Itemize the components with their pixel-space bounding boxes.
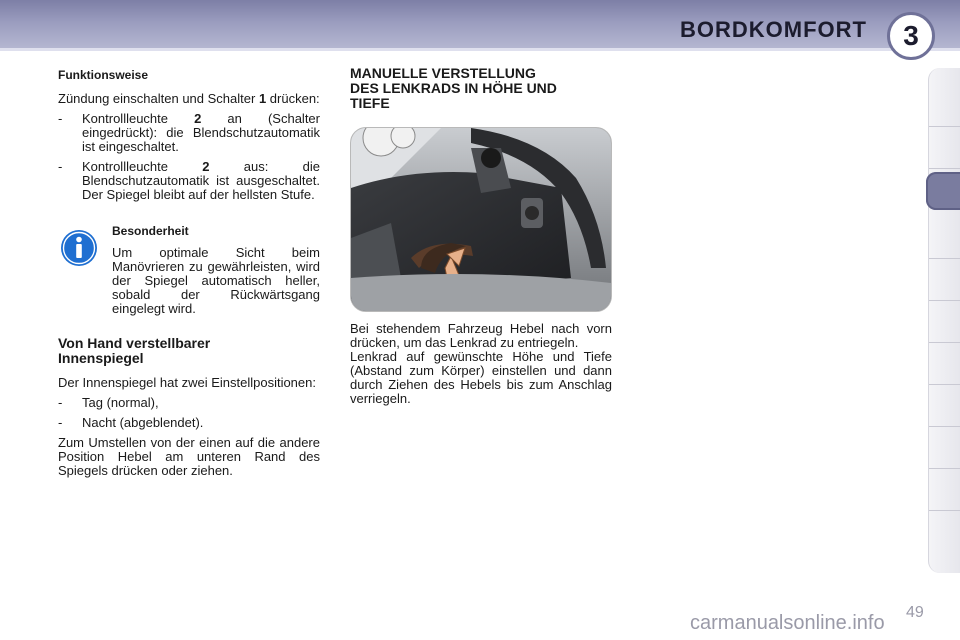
lamp-number: 2 <box>194 111 202 126</box>
note-text: Um optimale Sicht beim Manövrieren zu gewährleisten, wird der Spiegel automatisch heller, sobald der Rückwärtsgang eingelegt wird. <box>112 245 320 316</box>
switch-number: 1 <box>258 91 267 106</box>
tab-divider <box>929 468 960 469</box>
steering-para-2: Lenkrad auf gewünschte Höhe und Tiefe (Abstand zum Körper) einstellen und dann durch Ziehen des Hebels bis zum Anschlag verriegeln. <box>350 349 612 406</box>
right-heading <box>350 66 612 111</box>
active-chapter-tab[interactable] <box>926 172 960 210</box>
page-number: 49 <box>906 604 924 621</box>
steering-column-photo <box>350 127 612 312</box>
section2-outro: Zum Umstellen von der einen auf die andere Position Hebel am unteren Rand des Spiegels drücken oder ziehen. <box>58 435 320 478</box>
steering-lever-illustration <box>351 128 611 311</box>
section-heading-line2: Innenspiegel <box>58 350 144 366</box>
list-item: - Tag (normal), <box>58 395 159 410</box>
chapter-number-badge: 3 <box>887 12 935 60</box>
chapter-title: BORDKOMFORT <box>680 17 867 42</box>
note-heading: Besonderheit <box>112 224 189 238</box>
tab-divider <box>929 168 960 169</box>
steering-heading-line2: DES LENKRADS IN HÖHE UND <box>350 80 557 96</box>
info-icon <box>60 229 98 267</box>
steering-heading-line1: MANUELLE VERSTELLUNG <box>350 65 536 81</box>
list-item: - Nacht (abgeblendet). <box>58 415 204 430</box>
section2-intro: Der Innenspiegel hat zwei Einstellpositionen: <box>58 375 316 390</box>
intro-end: drücken: <box>269 91 320 106</box>
steering-instructions <box>350 322 612 412</box>
steering-heading-line3: TIEFE <box>350 95 390 111</box>
left-column <box>58 68 320 208</box>
section-heading-funktionsweise: Funktionsweise <box>58 68 149 82</box>
note-box <box>112 224 320 322</box>
tab-divider <box>929 300 960 301</box>
intro-text: Zündung einschalten und Schalter <box>58 91 256 106</box>
tab-divider <box>929 342 960 343</box>
lamp-number: 2 <box>202 159 210 174</box>
tab-divider <box>929 510 960 511</box>
header-underline <box>0 48 960 51</box>
intro-paragraph <box>58 92 320 106</box>
tab-divider <box>929 258 960 259</box>
chapter-thumb-tabs <box>928 68 960 573</box>
section-heading-line1: Von Hand verstellbarer <box>58 335 211 351</box>
tab-divider <box>929 426 960 427</box>
bullet-prefix: Kontrollleuchte <box>82 111 195 126</box>
left-section-2 <box>58 336 320 484</box>
bullet-text: aus: die Blendschutzautomatik ist ausgeschaltet. Der Spiegel bleibt auf der hellsten Stufe. <box>82 159 320 202</box>
list-item: - Kontrollleuchte 2 an (Schalter eingedrückt): die Blendschutzautomatik ist eingeschaltet. <box>58 111 320 154</box>
tab-divider <box>929 126 960 127</box>
tab-divider <box>929 384 960 385</box>
bullet-text: Nacht (abgeblendet). <box>82 415 204 430</box>
steering-para-1: Bei stehendem Fahrzeug Hebel nach vorn drücken, um das Lenkrad zu entriegeln. <box>350 321 612 350</box>
bullet-prefix: Kontrollleuchte <box>82 159 203 174</box>
watermark: carmanualsonline.info <box>690 612 885 634</box>
bullet-text: Tag (normal), <box>82 395 159 410</box>
list-item: - Kontrollleuchte 2 aus: die Blendschutzautomatik ist ausgeschaltet. Der Spiegel bleibt auf der hellsten Stufe. <box>58 159 320 202</box>
bullet-text: an (Schalter eingedrückt): die Blendschutzautomatik ist eingeschaltet. <box>82 111 320 154</box>
